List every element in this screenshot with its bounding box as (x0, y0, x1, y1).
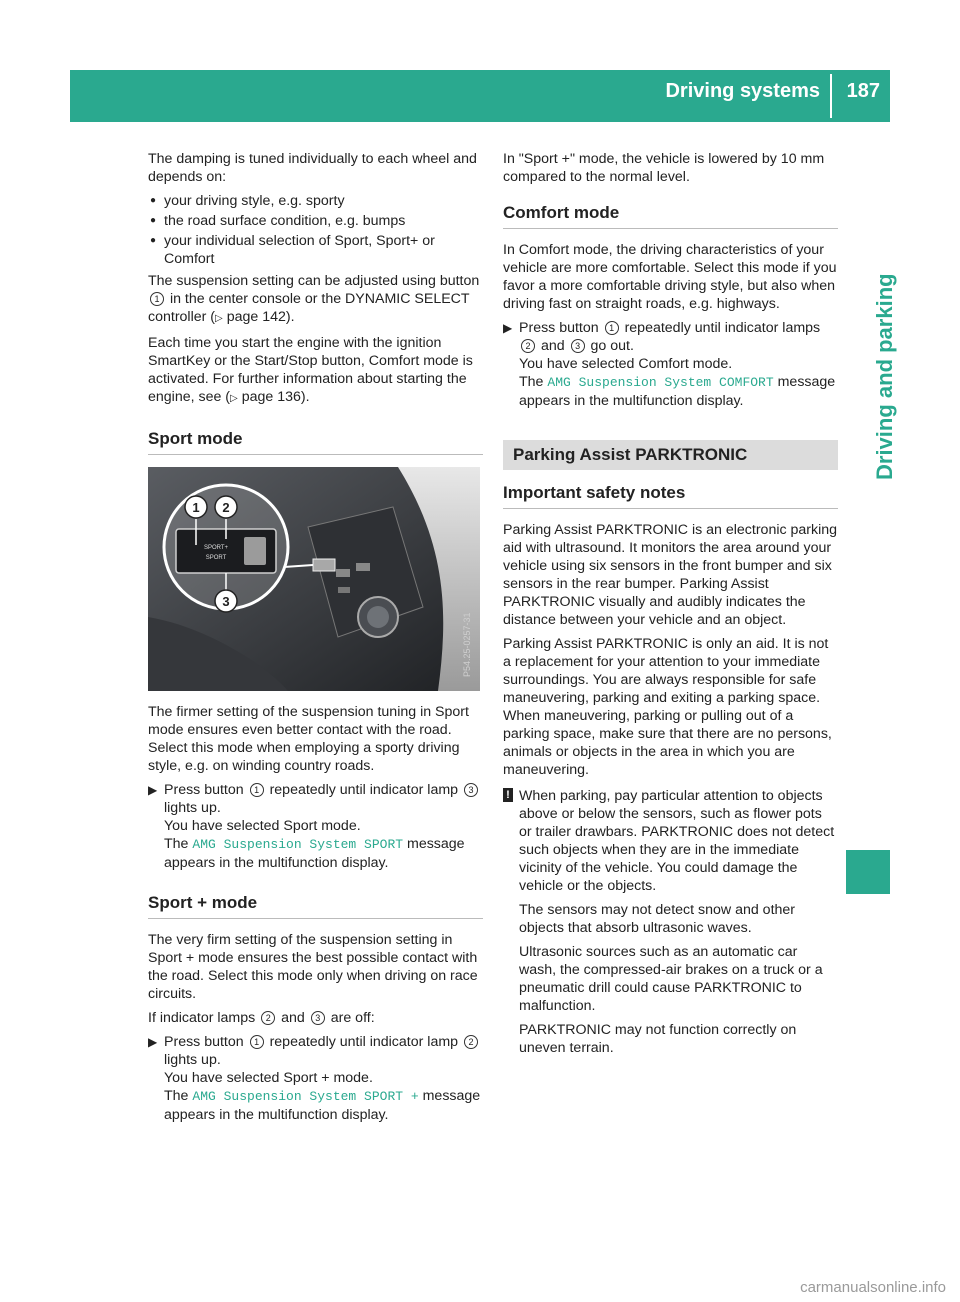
parktronic-paragraph-2: Parking Assist PARKTRONIC is only an aid. It is not a replacement for your attention to your immediate surroundings. You are always responsible for safe maneuvering, parking and exiting a parking space. When maneuvering, parking or pulling out of a parking space, make sure that there are no persons, animals or objects in the area in which you are maneuvering. (503, 636, 832, 778)
sport-plus-condition: If indicator lamps 2 and 3 are off: (148, 1010, 375, 1026)
step-arrow-icon: ▶ (503, 321, 513, 335)
sport-mode-heading: Sport mode (148, 430, 483, 455)
photo-code: P54.25-0257-31 (462, 612, 472, 677)
sport-label: SPORT (205, 555, 227, 561)
warning-paragraph: PARKTRONIC may not function correctly on uneven terrain. (519, 1022, 797, 1056)
sport-display-message: AMG Suspension System SPORT (192, 837, 404, 852)
sport-plus-display-message: AMG Suspension System SPORT + (192, 1089, 419, 1104)
step-arrow-icon: ▶ (148, 783, 158, 797)
sport-plus-heading: Sport + mode (148, 894, 483, 919)
adjust-paragraph: The suspension setting can be adjusted using button 1 in the center console or the DYNAMIC SELECT controller (▷ page 142). (148, 273, 480, 325)
sport-description: The firmer setting of the suspension tuning in Sport mode ensures even better contact with the road. Select this mode when employing a sporty driving style, e.g. on winding country roads. (148, 704, 469, 774)
console-illustration (148, 467, 480, 691)
warning-paragraph: When parking, pay particular attention to objects above or below the sensors, such as flower pots or trailer drawbars. PARKTRONIC does not detect such objects when they are in the immediate vicinity of the vehicle. You could damage the vehicle or the objects. (519, 788, 835, 894)
callout-2: 2 (222, 500, 230, 515)
comfort-selected-text: You have selected Comfort mode. (519, 356, 733, 372)
page-header (70, 70, 890, 122)
chapter-tab-marker (846, 850, 890, 894)
marker-2-icon: 2 (464, 1035, 478, 1049)
page-ref-icon: ▷ (230, 393, 238, 404)
marker-3-icon: 3 (311, 1011, 325, 1025)
right-column (503, 150, 838, 1063)
marker-2-icon: 2 (261, 1011, 275, 1025)
marker-1-icon: 1 (250, 1035, 264, 1049)
watermark: carmanualsonline.info (800, 1279, 946, 1296)
bullet-item: ● the road surface condition, e.g. bumps (148, 212, 483, 230)
center-console-photo (148, 467, 480, 691)
warning-icon: ! (503, 788, 513, 802)
step-arrow-icon: ▶ (148, 1035, 158, 1049)
warning-paragraph: Ultrasonic sources such as an automatic car wash, the compressed-air brakes on a truck or a pneumatic drill could cause PARKTRONIC to malfunction. (519, 944, 823, 1014)
comfort-mode-heading: Comfort mode (503, 204, 838, 229)
sport-selected-text: You have selected Sport mode. (164, 818, 361, 834)
marker-3-icon: 3 (464, 783, 478, 797)
sport-plus-selected-text: You have selected Sport + mode. (164, 1070, 373, 1086)
parktronic-paragraph-1: Parking Assist PARKTRONIC is an electronic parking aid with ultrasound. It monitors the area around your vehicle using six sensors in the front bumper and six sensors in the rear bumper. Parking Assist PARKTRONIC visually and audibly indicates the distance between your vehicle and an object. (503, 522, 838, 628)
marker-1-icon: 1 (150, 292, 164, 306)
chapter-tab-label: Driving and parking (872, 273, 897, 480)
page-ref-link[interactable]: page 142). (226, 309, 295, 325)
marker-2-icon: 2 (521, 339, 535, 353)
parktronic-section-bar: Parking Assist PARKTRONIC (503, 440, 838, 470)
warning-paragraph: The sensors may not detect snow and other objects that absorb ultrasonic waves. (519, 902, 796, 936)
comfort-step: ▶ Press button 1 repeatedly until indicator lamps 2 and 3 go out. You have selected Comfort mode. The AMG Suspension System COMFORT message appears in the multifunction display. (503, 320, 836, 409)
callout-1: 1 (192, 500, 200, 515)
sport-plus-description: The very firm setting of the suspension setting in Sport + mode ensures the best possible contact with the road. Select this mode only when driving on race circuits. (148, 932, 478, 1002)
section-title: Driving systems (665, 80, 820, 102)
bullet-item: ● your individual selection of Sport, Sport+ or Comfort (148, 232, 483, 268)
sport-plus-step: ▶ Press button 1 repeatedly until indicator lamp 2 lights up. You have selected Sport + mode. The AMG Suspension System SPORT + message appears in the multifunction display. (148, 1034, 481, 1123)
safety-notes-heading: Important safety notes (503, 484, 838, 509)
header-separator (830, 74, 832, 118)
comfort-display-message: AMG Suspension System COMFORT (547, 375, 774, 390)
warning-block (503, 787, 838, 1057)
ignition-paragraph: Each time you start the engine with the ignition SmartKey or the Start/Stop button, Comfort mode is activated. For further information about starting the engine, see (▷ page 136). (148, 335, 473, 405)
sport-plus-lowered: In "Sport +" mode, the vehicle is lowered by 10 mm compared to the normal level. (503, 151, 825, 185)
marker-3-icon: 3 (571, 339, 585, 353)
marker-1-icon: 1 (605, 321, 619, 335)
callout-3: 3 (222, 594, 230, 609)
page-number: 187 (846, 80, 880, 102)
marker-1-icon: 1 (250, 783, 264, 797)
page-ref-link[interactable]: page 136). (241, 389, 310, 405)
damping-intro: The damping is tuned individually to each wheel and depends on: (148, 151, 477, 185)
sport-plus-label: SPORT+ (203, 545, 229, 551)
page-ref-icon: ▷ (215, 313, 223, 324)
bullet-item: ● your driving style, e.g. sporty (148, 192, 483, 210)
comfort-description: In Comfort mode, the driving characteristics of your vehicle are more comfortable. Select this mode if you favor a more comfortable driving style, but also when driving fast on straight roads, e.g. highways. (503, 242, 837, 312)
sport-step: ▶ Press button 1 repeatedly until indicator lamp 3 lights up. You have selected Sport mode. The AMG Suspension System SPORT message appears in the multifunction display. (148, 781, 483, 872)
left-column (148, 150, 483, 1128)
